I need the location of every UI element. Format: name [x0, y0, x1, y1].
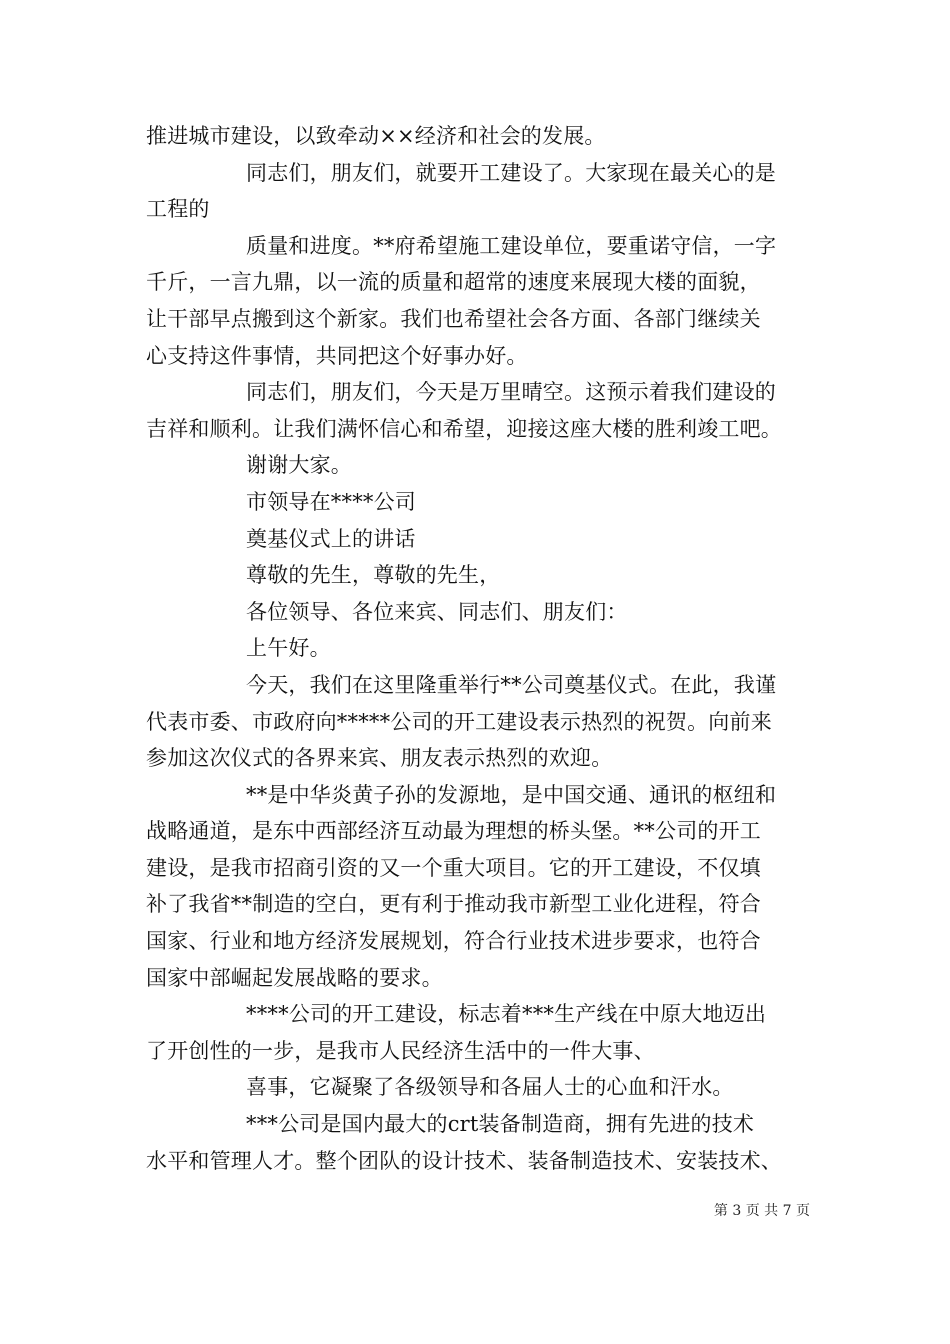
text-line: 建设，是我市招商引资的又一个重大项目。它的开工建设，不仅填: [146, 855, 761, 880]
text-line-8: [146, 374, 810, 411]
text-line-19: [146, 777, 810, 814]
text-line-11: [146, 484, 810, 521]
text-line: ***公司是国内最大的crt装备制造商，拥有先进的技术: [246, 1112, 755, 1137]
text-line: 质量和进度。**府希望施工建设单位，要重诺守信，一字: [246, 233, 777, 258]
text-line: 代表市委、市政府向*****公司的开工建设表示热烈的祝贺。向前来: [146, 709, 772, 734]
text-line: 了开创性的一步，是我市人民经济生活中的一件大事、: [146, 1038, 655, 1063]
text-line: 市领导在****公司: [246, 489, 416, 514]
text-line-24: [146, 960, 810, 997]
text-line: 吉祥和顺利。让我们满怀信心和希望，迎接这座大楼的胜利竣工吧。: [146, 416, 782, 441]
document-body: [146, 118, 810, 1179]
text-line-22: [146, 886, 810, 923]
text-line-7: [146, 338, 810, 375]
text-line: 水平和管理人才。整个团队的设计技术、装备制造技术、安装技术、: [146, 1148, 782, 1173]
text-line: 推进城市建设，以致牵动××经济和社会的发展。: [146, 124, 606, 148]
text-line: 各位领导、各位来宾、同志们、朋友们：: [246, 599, 628, 624]
text-line: 今天，我们在这里隆重举行**公司奠基仪式。在此，我谨: [246, 672, 777, 697]
text-line: 同志们，朋友们，今天是万里晴空。这预示着我们建设的: [246, 380, 776, 405]
text-line: 战略通道，是东中西部经济互动最为理想的桥头堡。**公司的开工: [146, 819, 761, 844]
text-line-18: [146, 740, 810, 777]
text-line: 心支持这件事情，共同把这个好事办好。: [146, 343, 528, 368]
page-footer: 第 3 页 共 7 页: [713, 1203, 810, 1219]
text-line: 补了我省**制造的空白，更有利于推动我市新型工业化进程，符合: [146, 892, 761, 917]
text-line-20: [146, 813, 810, 850]
text-line-25: [146, 996, 810, 1033]
text-line: 国家、行业和地方经济发展规划，符合行业技术进步要求，也符合: [146, 929, 761, 954]
text-line-4: [146, 228, 810, 265]
text-line-2: [146, 155, 810, 192]
text-line-9: [146, 411, 810, 448]
text-line: 谢谢大家。: [246, 453, 352, 478]
text-line-21: [146, 850, 810, 887]
text-line-14: [146, 594, 810, 631]
text-line: ****公司的开工建设，标志着***生产线在中原大地迈出: [246, 1002, 767, 1027]
text-line-28: [146, 1106, 810, 1143]
text-line-13: [146, 557, 810, 594]
text-line: 同志们，朋友们，就要开工建设了。大家现在最关心的是: [246, 160, 776, 185]
text-line-12: [146, 521, 810, 558]
text-line: 国家中部崛起发展战略的要求。: [146, 965, 443, 990]
text-line-1: [146, 118, 810, 155]
text-line-29: [146, 1143, 810, 1180]
text-line-3: [146, 191, 810, 228]
text-line: 上午好。: [246, 636, 331, 661]
text-line-27: [146, 1069, 810, 1106]
text-line: 让干部早点搬到这个新家。我们也希望社会各方面、各部门继续关: [146, 306, 761, 331]
text-line-5: [146, 264, 810, 301]
text-line-10: [146, 447, 810, 484]
text-line-23: [146, 923, 810, 960]
text-line: 喜事，它凝聚了各级领导和各届人士的心血和汗水。: [246, 1075, 734, 1100]
text-line: 参加这次仪式的各界来宾、朋友表示热烈的欢迎。: [146, 746, 613, 771]
text-line: 奠基仪式上的讲话: [246, 526, 416, 551]
text-line: 工程的: [146, 197, 210, 222]
text-line-26: [146, 1033, 810, 1070]
text-line: 千斤，一言九鼎，以一流的质量和超常的速度来展现大楼的面貌，: [146, 270, 761, 295]
text-line: **是中华炎黄子孙的发源地，是中国交通、通讯的枢纽和: [246, 782, 777, 807]
text-line-17: [146, 704, 810, 741]
text-line-6: [146, 301, 810, 338]
text-line-16: [146, 667, 810, 704]
text-line-15: [146, 630, 810, 667]
text-line: 尊敬的先生，尊敬的先生，: [246, 563, 501, 588]
